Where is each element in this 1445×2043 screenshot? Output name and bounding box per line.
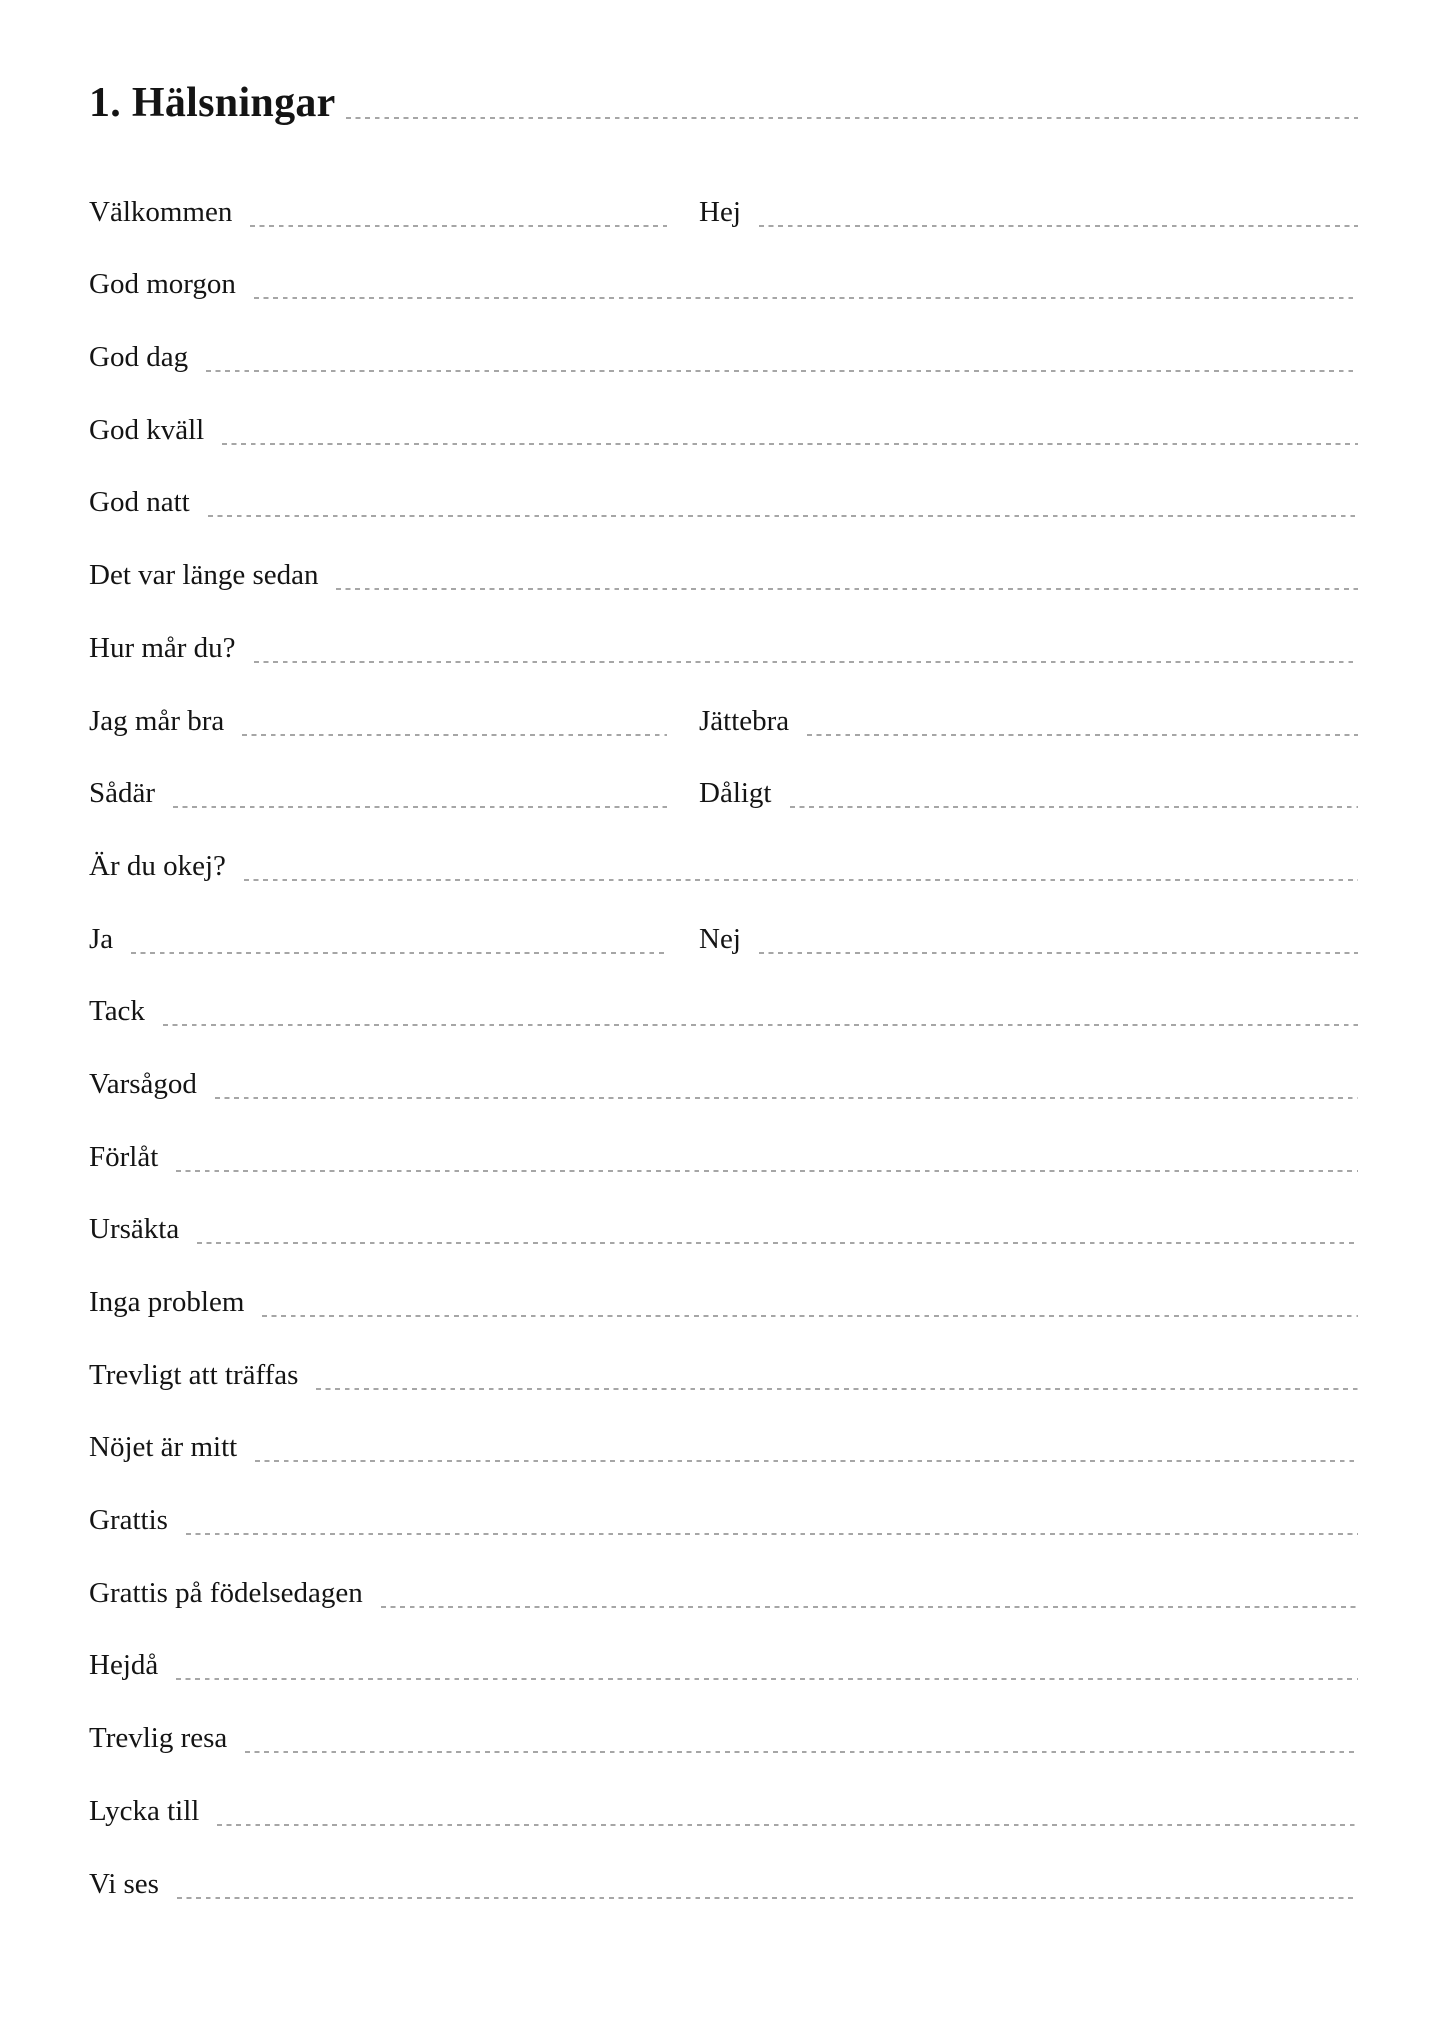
- phrase-cell: [89, 1172, 1358, 1245]
- phrase-cell: [89, 1535, 1358, 1608]
- phrase-label: God dag: [89, 341, 189, 374]
- phrase-row: [89, 227, 1358, 300]
- phrase-row: [89, 1462, 1358, 1535]
- phrase-cell: [89, 663, 667, 736]
- phrase-cell: [89, 808, 1358, 881]
- phrase-cell: [89, 517, 1358, 590]
- phrase-cell: [89, 1317, 1358, 1390]
- phrase-row: [89, 736, 1358, 809]
- phrase-cell: [89, 1462, 1358, 1535]
- phrase-cell: [89, 1026, 1358, 1099]
- phrase-cell: [89, 154, 667, 227]
- phrase-cell: [89, 881, 667, 954]
- phrase-row: [89, 1608, 1358, 1681]
- phrase-label: Inga problem: [89, 1286, 245, 1318]
- phrase-label: Ja: [89, 922, 114, 955]
- phrase-cell: [89, 445, 1358, 518]
- phrase-cell: [699, 663, 1358, 736]
- phrase-cell: [89, 299, 1358, 372]
- phrase-row: [89, 663, 1358, 736]
- phrase-label: Varsågod: [89, 1067, 197, 1100]
- phrase-cell: [89, 1099, 1358, 1172]
- phrase-row: [89, 1390, 1358, 1463]
- answer-dotted-line: [177, 1897, 1358, 1899]
- phrase-row: [89, 299, 1358, 372]
- phrase-label: Jag mår bra: [89, 704, 225, 737]
- phrase-label: Sådär: [89, 777, 156, 810]
- phrase-row: [89, 954, 1358, 1027]
- phrase-cell: [699, 154, 1358, 227]
- section-title: 1. Hälsningar: [89, 80, 336, 126]
- phrase-row: [89, 1026, 1358, 1099]
- phrase-cell: [89, 227, 1358, 300]
- phrase-cell: [699, 736, 1358, 809]
- phrase-cell: [89, 1753, 1358, 1826]
- phrase-label: Trevligt att träffas: [89, 1358, 299, 1391]
- phrase-row: [89, 1172, 1358, 1245]
- phrase-label: Nöjet är mitt: [89, 1431, 238, 1464]
- phrase-label: Tack: [89, 995, 145, 1028]
- phrase-label: God morgon: [89, 268, 236, 301]
- phrase-cell: [89, 1680, 1358, 1753]
- phrase-row: [89, 1317, 1358, 1390]
- title-dotted-line: [346, 117, 1358, 119]
- phrase-list: [89, 154, 1358, 1899]
- phrase-row: [89, 1244, 1358, 1317]
- phrase-row: [89, 1680, 1358, 1753]
- phrase-label: Hej: [699, 195, 741, 228]
- phrase-cell: [89, 590, 1358, 663]
- phrase-row: [89, 881, 1358, 954]
- phrase-cell: [699, 881, 1358, 954]
- phrase-label: Lycka till: [89, 1794, 200, 1827]
- phrase-cell: [89, 1826, 1358, 1899]
- phrase-cell: [89, 954, 1358, 1027]
- phrase-label: Grattis: [89, 1504, 168, 1537]
- phrase-row: [89, 517, 1358, 590]
- phrase-row: [89, 445, 1358, 518]
- phrase-cell: [89, 1390, 1358, 1463]
- section-header: [89, 79, 1358, 127]
- phrase-label: Välkommen: [89, 195, 233, 228]
- phrase-cell: [89, 1244, 1358, 1317]
- phrase-row: [89, 1535, 1358, 1608]
- phrase-label: Vi ses: [89, 1867, 159, 1900]
- phrase-row: [89, 372, 1358, 445]
- phrase-label: Trevlig resa: [89, 1722, 228, 1755]
- phrase-cell: [89, 736, 667, 809]
- phrase-label: Nej: [699, 922, 741, 955]
- phrase-cell: [89, 1608, 1358, 1681]
- phrase-label: Förlåt: [89, 1140, 159, 1173]
- phrase-label: Grattis på födelsedagen: [89, 1576, 363, 1609]
- phrase-label: Det var länge sedan: [89, 559, 319, 592]
- phrase-row: [89, 590, 1358, 663]
- phrase-label: Hur mår du?: [89, 631, 236, 664]
- phrase-row: [89, 1753, 1358, 1826]
- phrase-label: God natt: [89, 486, 190, 519]
- phrase-label: Ursäkta: [89, 1213, 180, 1246]
- phrase-label: Hejdå: [89, 1649, 159, 1682]
- phrase-row: [89, 808, 1358, 881]
- phrase-row: [89, 1826, 1358, 1899]
- phrase-label: Är du okej?: [89, 849, 226, 882]
- phrase-label: God kväll: [89, 413, 205, 446]
- phrase-label: Dåligt: [699, 777, 772, 810]
- phrase-cell: [89, 372, 1358, 445]
- phrase-row: [89, 1099, 1358, 1172]
- phrase-label: Jättebra: [699, 704, 790, 737]
- phrase-row: [89, 154, 1358, 227]
